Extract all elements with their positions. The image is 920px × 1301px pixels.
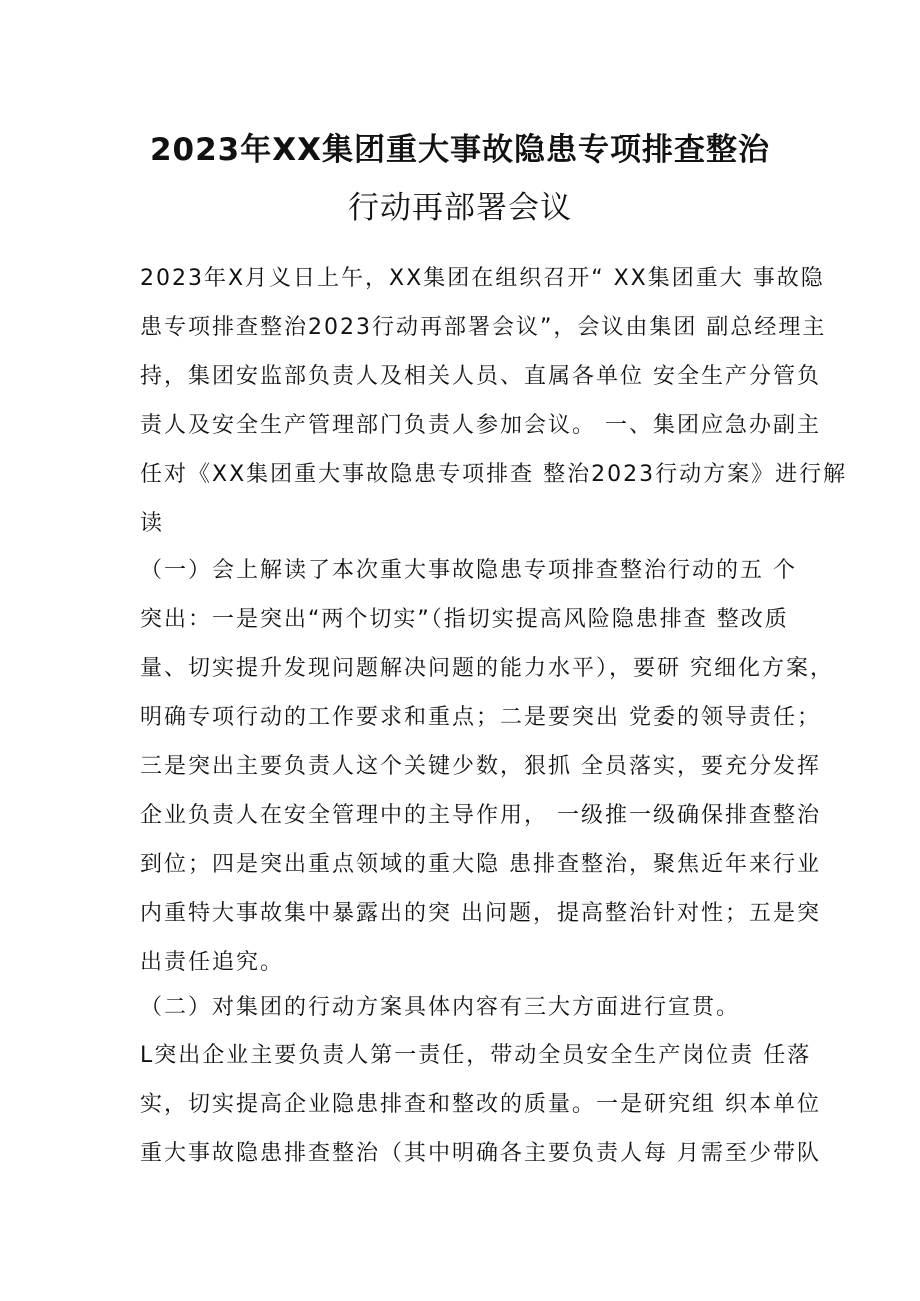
body-text-line: 量、切实提升发现问题解决问题的能力水平），要研 究细化方案， bbox=[140, 656, 834, 681]
body-text-line: 突出：一是突出“两个切实”（指切实提高风险隐患排查 整改质 bbox=[140, 607, 789, 632]
body-text-line: 出责任追究。 bbox=[140, 950, 285, 975]
document-title-line-2: 行动再部署会议 bbox=[348, 190, 572, 226]
body-text-line: 责人及安全生产管理部门负责人参加会议。 一、集团应急办副主 bbox=[140, 413, 821, 438]
body-text-line: 读 bbox=[140, 511, 165, 536]
body-text-line: 持，集团安监部负责人及相关人员、直属各单位 安全生产分管负 bbox=[140, 364, 821, 389]
body-text-line: （二）对集团的行动方案具体内容有三大方面进行宣贯。 bbox=[140, 995, 741, 1020]
body-text-line: L突出企业主要负责人第一责任，带动全员安全生产岗位责 任落 bbox=[140, 1043, 812, 1068]
body-text-line: 三是突出主要负责人这个关键少数，狠抓 全员落实，要充分发挥 bbox=[140, 754, 821, 779]
body-text-line: 实，切实提高企业隐患排查和整改的质量。一是研究组 织本单位 bbox=[140, 1092, 821, 1117]
body-text-line: 企业负责人在安全管理中的主导作用， 一级推一级确保排查整治 bbox=[140, 803, 821, 828]
body-text-line: （一）会上解读了本次重大事故隐患专项排查整治行动的五 个 bbox=[140, 558, 797, 583]
body-text-line: 重大事故隐患排查整治（其中明确各主要负责人每 月需至少带队 bbox=[140, 1141, 821, 1166]
document-title-line-1: 2023年XX集团重大事故隐患专项排查整治 bbox=[149, 132, 771, 168]
body-text-line: 2023年X月义日上午，XX集团在组织召开“ XX集团重大 事故隐 bbox=[140, 266, 825, 291]
body-text-line: 到位；四是突出重点领域的重大隐 患排查整治，聚焦近年来行业 bbox=[140, 852, 821, 877]
body-text-line: 患专项排查整治2023行动再部署会议”，会议由集团 副总经理主 bbox=[140, 315, 827, 340]
body-text-line: 明确专项行动的工作要求和重点；二是要突出 党委的领导责任； bbox=[140, 705, 821, 730]
body-text-line: 任对《XX集团重大事故隐患专项排查 整治2023行动方案》进行解 bbox=[140, 462, 848, 487]
body-text-line: 内重特大事故集中暴露出的突 出问题，提高整治针对性；五是突 bbox=[140, 901, 821, 926]
